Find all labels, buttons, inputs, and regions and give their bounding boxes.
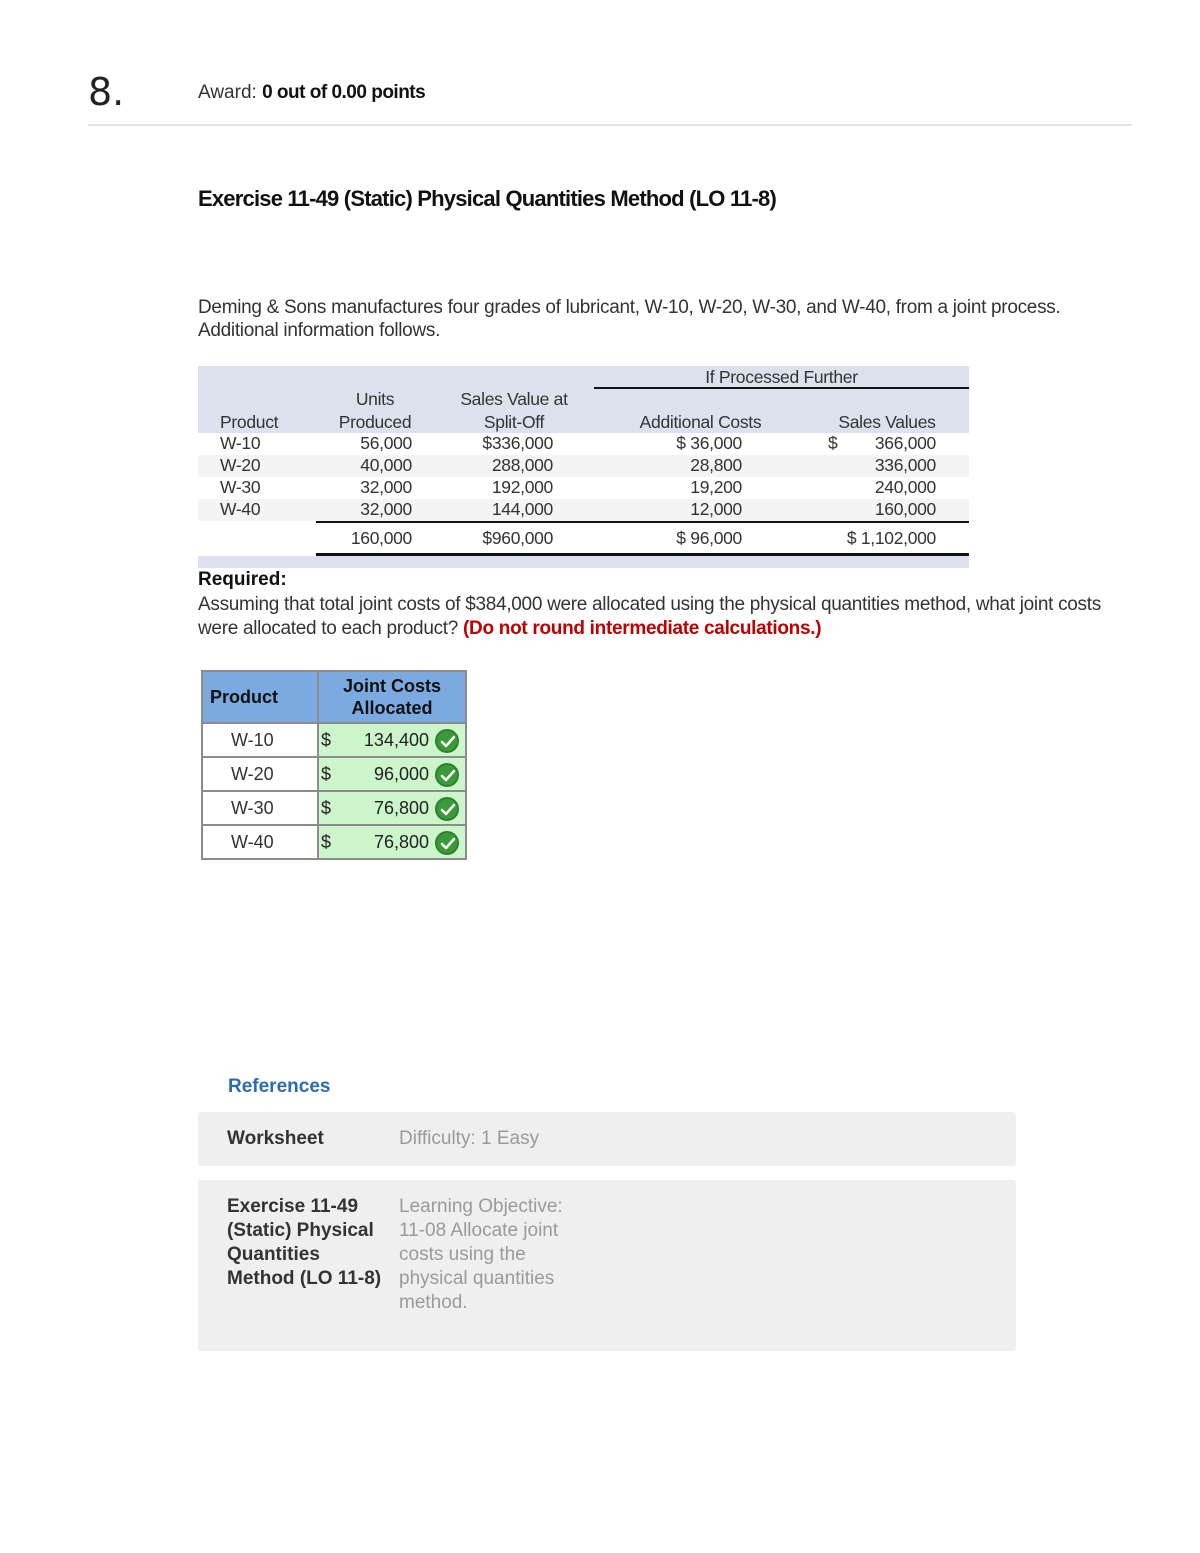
answer-cell[interactable] xyxy=(318,791,466,825)
worksheet-label: Worksheet xyxy=(227,1128,324,1149)
subtotal-rule xyxy=(316,521,969,523)
answer-header-joint-costs xyxy=(318,671,466,723)
row-split-value: $336,000 xyxy=(482,433,553,453)
data-table xyxy=(198,366,969,568)
references-link[interactable]: References xyxy=(228,1076,331,1097)
reference-worksheet-box xyxy=(198,1112,1016,1166)
col-header-units-2: Produced xyxy=(338,412,412,432)
answer-header-joint-line1: Joint Costs xyxy=(342,676,441,696)
check-circle-icon xyxy=(435,831,459,855)
reference-exercise-label: Exercise 11-49 (Static) Physical Quantities Method (LO 11-8) xyxy=(227,1196,382,1289)
answer-amount: 134,400 xyxy=(363,730,429,750)
answer-header-product: Product xyxy=(202,671,318,723)
answer-product: W-40 xyxy=(202,825,318,859)
col-header-additional: Additional Costs xyxy=(639,412,762,432)
exercise-intro: Deming & Sons manufactures four grades of lubricant, W-10, W-20, W-30, and W-40, from a joint process. Additional information follows. xyxy=(198,297,1061,341)
check-circle-icon xyxy=(435,797,459,821)
answer-product: W-20 xyxy=(202,757,318,791)
award-line xyxy=(198,82,425,104)
col-header-units-1: Units xyxy=(355,389,395,409)
answer-dollar: $ xyxy=(321,798,332,818)
answer-amount: 96,000 xyxy=(373,764,429,784)
row-sales-values: 240,000 xyxy=(874,477,936,497)
table-row xyxy=(202,757,466,791)
group-header: If Processed Further xyxy=(705,367,858,387)
row-product: W-20 xyxy=(220,455,261,475)
exercise-title: Exercise 11-49 (Static) Physical Quantities Method (LO 11-8) xyxy=(198,186,777,211)
row-units: 32,000 xyxy=(360,477,412,497)
row-additional: 19,200 xyxy=(690,477,742,497)
answer-product: W-30 xyxy=(202,791,318,825)
total-units: 160,000 xyxy=(350,528,412,548)
answer-amount: 76,800 xyxy=(373,832,429,852)
reference-exercise-box xyxy=(198,1180,1016,1351)
total-sales-values: $ 1,102,000 xyxy=(846,528,936,548)
row-units: 56,000 xyxy=(360,433,412,453)
award-value: 0 out of 0.00 points xyxy=(262,82,426,103)
total-additional: $ 96,000 xyxy=(676,528,742,548)
check-circle-icon xyxy=(435,729,459,753)
table-row xyxy=(202,723,466,757)
row-additional: 12,000 xyxy=(690,499,742,519)
row-sales-values: 336,000 xyxy=(874,455,936,475)
col-header-product: Product xyxy=(220,412,279,432)
answer-product: W-10 xyxy=(202,723,318,757)
row-product: W-10 xyxy=(220,433,261,453)
answer-cell[interactable] xyxy=(318,825,466,859)
row-product: W-40 xyxy=(220,499,261,519)
answer-dollar: $ xyxy=(321,832,332,852)
answer-dollar: $ xyxy=(321,730,332,750)
row-sales-values: 366,000 xyxy=(874,433,936,453)
table-row xyxy=(202,791,466,825)
table-footer-band xyxy=(198,556,969,568)
row-split-value: 192,000 xyxy=(491,477,553,497)
answer-header-row xyxy=(202,671,466,723)
answer-amount: 76,800 xyxy=(373,798,429,818)
row-product: W-30 xyxy=(220,477,261,497)
total-split-value: $960,000 xyxy=(482,528,553,548)
total-double-rule xyxy=(316,553,969,556)
row-sales-dollar: $ xyxy=(828,433,838,453)
difficulty-text: Difficulty: 1 Easy xyxy=(399,1128,540,1149)
learning-objective-text: Learning Objective: 11-08 Allocate joint costs using the physical quantities method. xyxy=(399,1196,563,1313)
check-circle-icon xyxy=(435,763,459,787)
header-divider xyxy=(88,124,1132,126)
row-units: 40,000 xyxy=(360,455,412,475)
row-split-value: 288,000 xyxy=(491,455,553,475)
answer-table xyxy=(201,670,467,860)
col-header-sales-values: Sales Values xyxy=(838,412,936,432)
answer-header-joint-line2: Allocated xyxy=(351,698,433,718)
required-label: Required: xyxy=(198,569,287,590)
award-label: Award: xyxy=(198,82,257,103)
required-text xyxy=(198,593,1138,641)
table-row xyxy=(202,825,466,859)
question-number: 8. xyxy=(88,70,125,114)
answer-dollar: $ xyxy=(321,764,332,784)
required-question: Assuming that total joint costs of $384,000 were allocated using the physical quantities method, what joint costs were allocated to each product? xyxy=(198,594,1101,639)
row-sales-values: 160,000 xyxy=(874,499,936,519)
row-additional: $ 36,000 xyxy=(676,433,742,453)
col-header-sales-2: Split-Off xyxy=(483,412,545,432)
row-units: 32,000 xyxy=(360,499,412,519)
row-split-value: 144,000 xyxy=(491,499,553,519)
answer-cell[interactable] xyxy=(318,723,466,757)
required-note: (Do not round intermediate calculations.) xyxy=(463,618,822,639)
row-additional: 28,800 xyxy=(690,455,742,475)
col-header-sales-1: Sales Value at xyxy=(460,389,568,409)
answer-cell[interactable] xyxy=(318,757,466,791)
